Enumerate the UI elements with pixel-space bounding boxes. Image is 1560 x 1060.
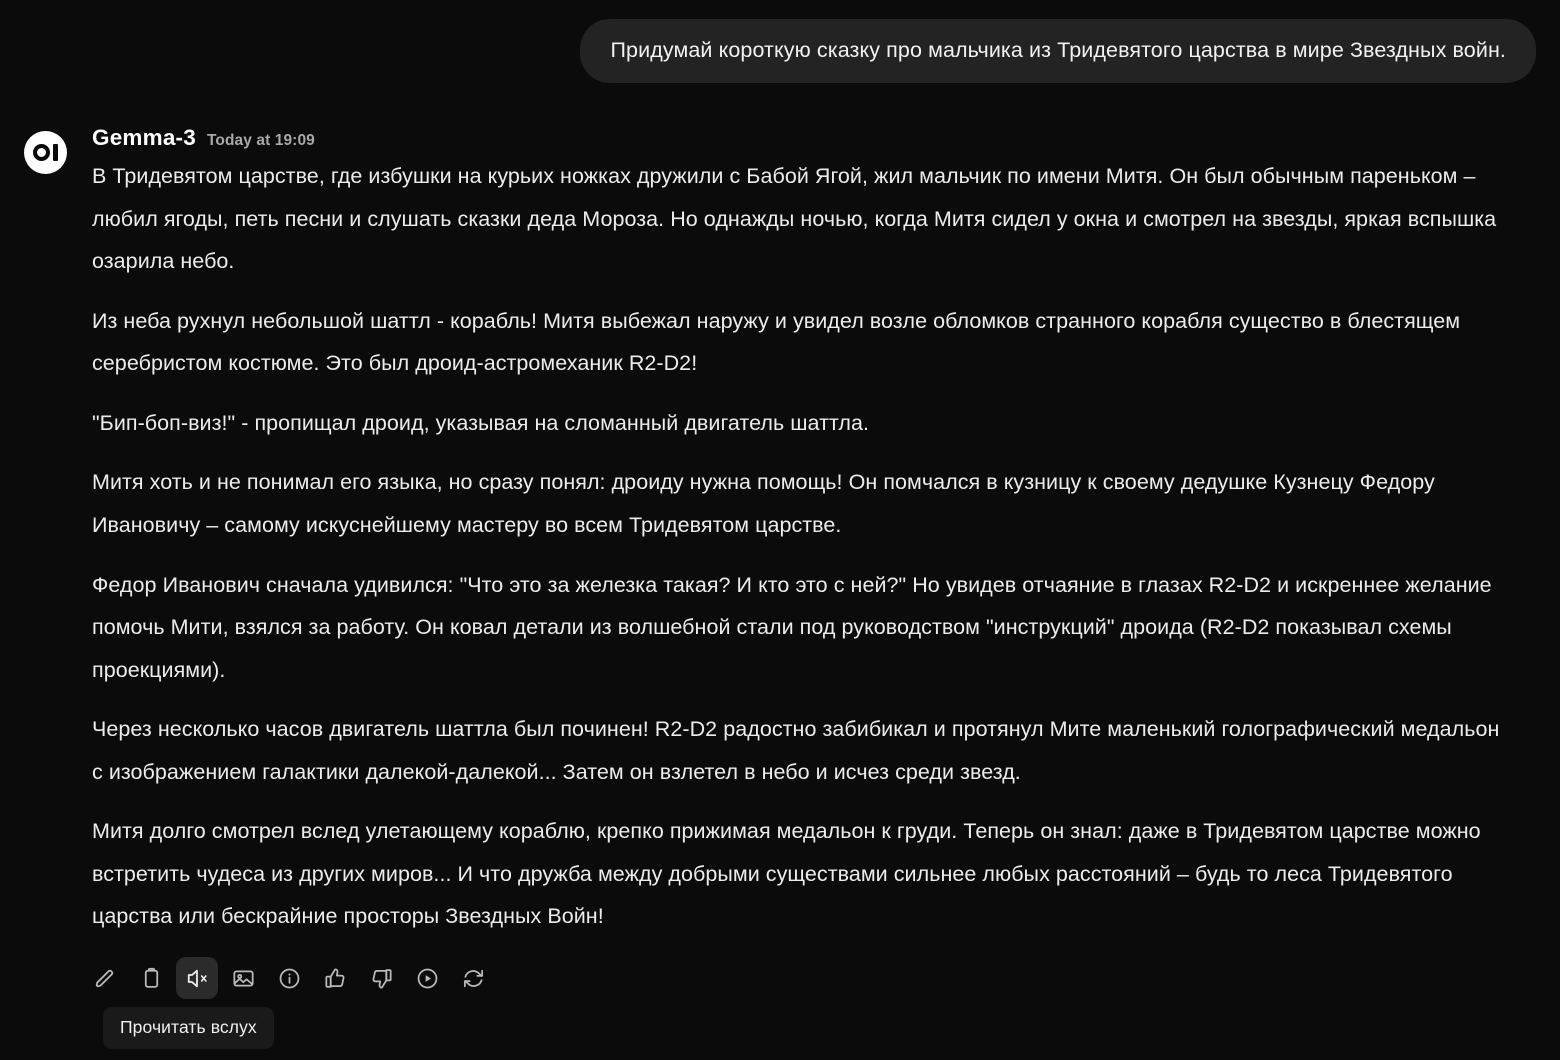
assistant-message-body — [67, 125, 1530, 1049]
assistant-message-row — [0, 83, 1560, 1049]
message-paragraph: Из неба рухнул небольшой шаттл - корабль! Митя выбежал наружу и увидел возле обломков странного корабля существо в блестящем серебристом костюме. Это был дроид-астромеханик R2-D2! — [92, 308, 1461, 376]
thumbs-up-icon — [323, 966, 348, 991]
user-message-row — [0, 0, 1560, 83]
user-message-bubble: Придумай короткую сказку про мальчика из Тридевятого царства в мире Звездных войн. — [580, 19, 1536, 83]
copy-icon — [139, 966, 164, 991]
read-aloud-button[interactable] — [176, 957, 218, 999]
refresh-icon — [461, 966, 486, 991]
play-button[interactable] — [406, 957, 448, 999]
copy-button[interactable] — [130, 957, 172, 999]
avatar — [24, 131, 67, 174]
message-paragraph: "Бип-боп-виз!" - пропищал дроид, указывая на сломанный двигатель шаттла. — [92, 410, 870, 435]
message-paragraph: Федор Иванович сначала удивился: "Что это за железка такая? И кто это с ней?" Но увидев отчаяние в глазах R2-D2 и искреннее желание помочь Мити, взялся за работу. Он ковал детали из волшебной стали под руководством "инструкций" дроида (R2-D2 показывал схемы проекциями). — [92, 572, 1492, 682]
thumbs-down-icon — [369, 966, 394, 991]
thumbs-down-button[interactable] — [360, 957, 402, 999]
message-paragraph: Митя хоть и не понимал его языка, но сразу понял: дроиду нужна помощь! Он помчался в кузницу к своему дедушке Кузнецу Федору Ивановичу – самому искуснейшему мастеру во всем Тридевятом царстве. — [92, 470, 1435, 537]
image-icon — [231, 966, 256, 991]
avatar-o-glyph — [33, 144, 50, 161]
speaker-mute-icon — [185, 966, 210, 991]
info-icon — [277, 966, 302, 991]
message-author: Gemma-3 — [92, 125, 196, 151]
message-action-toolbar — [84, 957, 1530, 999]
thumbs-up-button[interactable] — [314, 957, 356, 999]
regenerate-button[interactable] — [452, 957, 494, 999]
info-button[interactable] — [268, 957, 310, 999]
avatar-i-glyph — [53, 144, 58, 161]
message-timestamp: Today at 19:09 — [206, 132, 315, 150]
edit-icon — [93, 966, 118, 991]
message-text — [92, 155, 1530, 938]
image-button[interactable] — [222, 957, 264, 999]
message-paragraph: Через несколько часов двигатель шаттла был починен! R2-D2 радостно забибикал и протянул Мите маленький голографический медальон с изображением галактики далекой-далекой... Затем он взлетел в небо и исчез среди звезд. — [92, 717, 1500, 784]
message-paragraph: Митя долго смотрел вслед улетающему кораблю, крепко прижимая медальон к груди. Теперь он знал: даже в Тридевятом царстве можно встретить чудеса из других миров... И что дружба между добрыми существами сильнее любых расстояний – будь то леса Тридевятого царства или бескрайние просторы Звездных Войн! — [92, 819, 1481, 929]
message-header — [92, 125, 1530, 151]
tooltip-container — [103, 1007, 274, 1049]
play-circle-icon — [415, 966, 440, 991]
read-aloud-tooltip: Прочитать вслух — [103, 1007, 274, 1049]
message-paragraph: В Тридевятом царстве, где избушки на курьих ножках дружили с Бабой Ягой, жил мальчик по имени Митя. Он был обычным пареньком – любил ягоды, петь песни и слушать сказки деда Мороза. Но однажды ночью, когда Митя сидел у окна и смотрел на звезды, яркая вспышка озарила небо. — [92, 164, 1497, 274]
edit-button[interactable] — [84, 957, 126, 999]
